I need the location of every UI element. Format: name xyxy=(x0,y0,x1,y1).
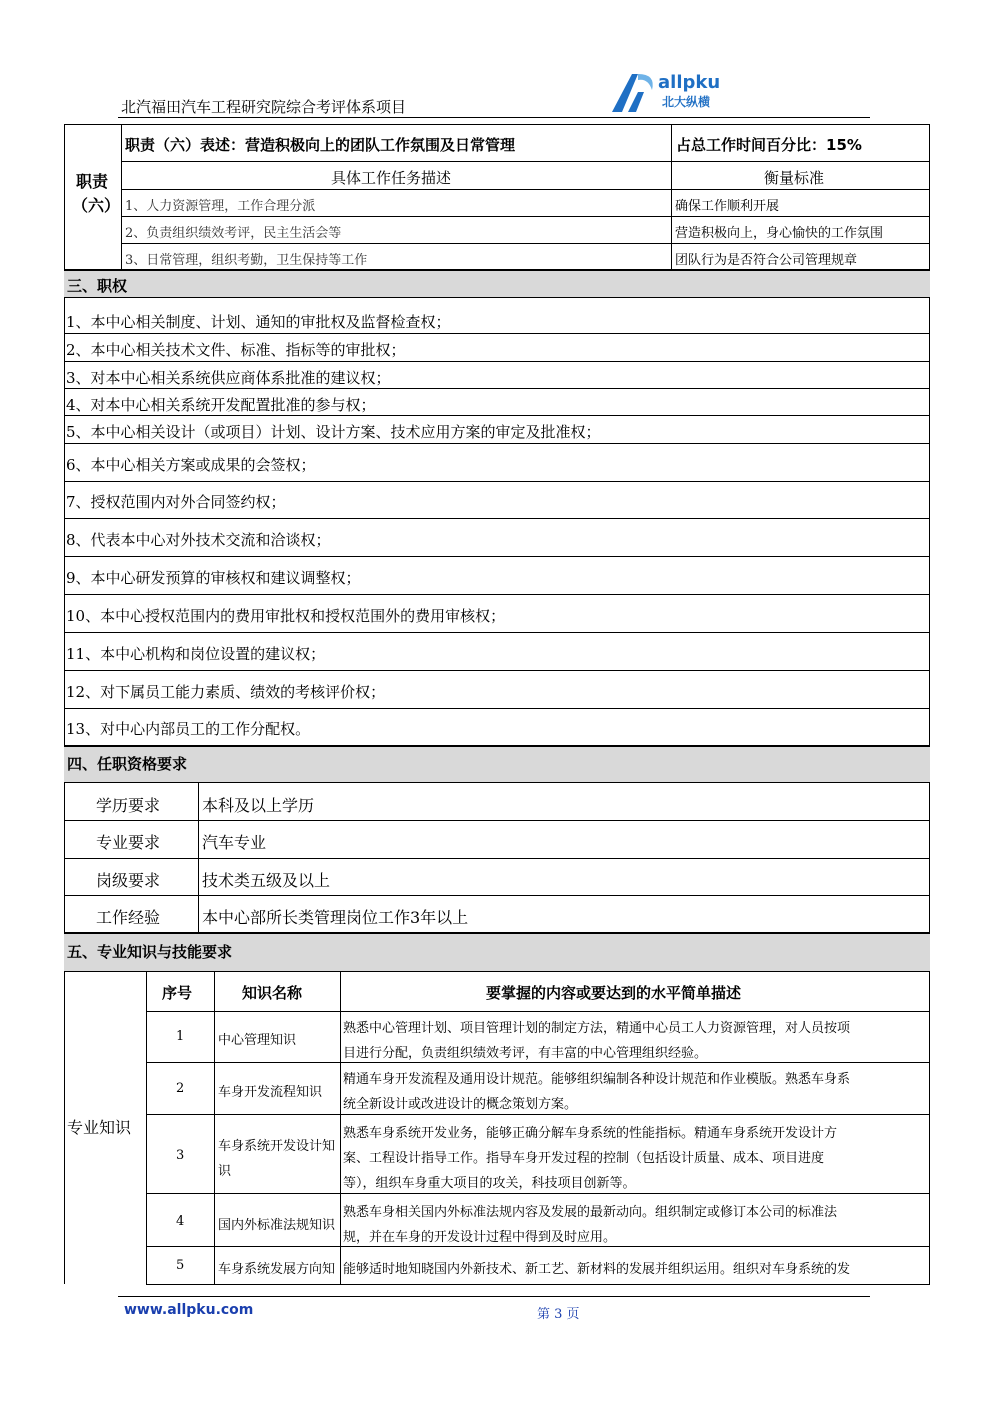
authority-item-text: 8、代表本中心对外技术交流和洽谈权； xyxy=(66,531,331,549)
qual-label-experience: 工作经验 xyxy=(96,908,161,927)
logo-text-en: allpku xyxy=(658,72,721,93)
duty6-time-pct: 占总工作时间百分比：15% xyxy=(676,136,862,154)
section-authority-label: 三、职权 xyxy=(67,277,128,295)
qual-label-grade: 岗级要求 xyxy=(96,871,161,890)
duty6-measure-3: 团队行为是否符合公司管理规章 xyxy=(675,253,858,268)
qual-value-major: 汽车专业 xyxy=(202,833,267,852)
qual-value-grade: 技术类五级及以上 xyxy=(202,871,331,890)
knowledge-row-no: 5 xyxy=(176,1258,185,1273)
authority-item-text: 13、对中心内部员工的工作分配权。 xyxy=(66,720,311,738)
knowledge-row-desc: 熟悉车身系统开发业务，能够正确分解车身系统的性能指标。精通车身系统开发设计方 xyxy=(343,1126,838,1141)
knowledge-row-no: 2 xyxy=(176,1081,185,1096)
knowledge-row-no: 3 xyxy=(176,1148,185,1163)
authority-item xyxy=(64,444,930,482)
duty6-task-1: 1、人力资源管理，工作合理分派 xyxy=(125,199,316,214)
authority-item xyxy=(64,482,930,519)
knowledge-row-desc: 能够适时地知晓国内外新技术、新工艺、新材料的发展并组织运用。组织对车身系统的发 xyxy=(343,1262,851,1277)
knowledge-table xyxy=(64,972,930,1285)
header-divider xyxy=(118,117,870,118)
knowledge-row-name: 识 xyxy=(218,1164,232,1179)
duty6-statement: 职责（六）表述：营造积极向上的团队工作氛围及日常管理 xyxy=(125,136,516,154)
qual-value-education: 本科及以上学历 xyxy=(202,796,315,815)
authority-item-text: 5、本中心相关设计（或项目）计划、设计方案、技术应用方案的审定及批准权； xyxy=(66,423,601,441)
allpku-logo xyxy=(608,70,728,114)
section-authority-title xyxy=(64,270,930,298)
duty6-block xyxy=(64,124,930,270)
qual-label-education: 学历要求 xyxy=(96,796,161,815)
authority-item xyxy=(64,519,930,557)
authority-item xyxy=(64,389,930,416)
duty6-side-label-2: （六） xyxy=(72,196,121,215)
qualification-table xyxy=(64,783,930,933)
duty6-measure-2: 营造积极向上，身心愉快的工作氛围 xyxy=(675,226,884,241)
authority-item-text: 6、本中心相关方案或成果的会签权； xyxy=(66,456,316,474)
authority-item xyxy=(64,709,930,746)
knowledge-row-no: 1 xyxy=(176,1029,185,1044)
footer-website-link[interactable]: www.allpku.com xyxy=(124,1302,254,1318)
qual-value-experience: 本中心部所长类管理岗位工作3年以上 xyxy=(202,908,469,927)
document-header-title: 北汽福田汽车工程研究院综合考评体系项目 xyxy=(121,98,407,116)
knowledge-col-name: 知识名称 xyxy=(242,984,303,1002)
authority-item-text: 10、本中心授权范围内的费用审批权和授权范围外的费用审核权； xyxy=(66,607,506,625)
authority-item-text: 9、本中心研发预算的审核权和建议调整权； xyxy=(66,569,361,587)
duty6-task-3: 3、日常管理，组织考勤，卫生保持等工作 xyxy=(125,253,368,268)
footer-page-number: 第 3 页 xyxy=(537,1307,580,1322)
knowledge-row-name: 车身系统开发设计知 xyxy=(218,1139,336,1154)
knowledge-row-desc: 统全新设计或改进设计的概念策划方案。 xyxy=(343,1097,578,1112)
authority-item-text: 11、本中心机构和岗位设置的建议权； xyxy=(66,645,326,663)
knowledge-row-desc: 熟悉车身相关国内外标准法规内容及发展的最新动向。组织制定或修订本公司的标准法 xyxy=(343,1205,838,1220)
knowledge-row-no: 4 xyxy=(176,1214,185,1229)
section-knowledge-title xyxy=(64,933,930,972)
section-knowledge-label: 五、专业知识与技能要求 xyxy=(67,943,233,961)
authority-item-text: 4、对本中心相关系统开发配置批准的参与权； xyxy=(66,396,376,414)
authority-item-text: 7、授权范围内对外合同签约权； xyxy=(66,493,286,511)
authority-item-text: 3、对本中心相关系统供应商体系批准的建议权； xyxy=(66,369,391,387)
logo-text-cn: 北大纵横 xyxy=(662,95,711,109)
authority-item xyxy=(64,671,930,709)
authority-item xyxy=(64,595,930,633)
duty6-col-task: 具体工作任务描述 xyxy=(331,169,452,187)
knowledge-col-no: 序号 xyxy=(162,984,193,1002)
authority-item xyxy=(64,633,930,671)
knowledge-row-name: 车身系统发展方向知 xyxy=(218,1262,336,1277)
authority-item xyxy=(64,334,930,362)
knowledge-row-desc: 规，并在车身的开发设计过程中得到及时应用。 xyxy=(343,1230,617,1245)
knowledge-row-desc: 精通车身开发流程及通用设计规范。能够组织编制各种设计规范和作业模版。熟悉车身系 xyxy=(343,1072,851,1087)
qual-label-major: 专业要求 xyxy=(96,833,161,852)
footer-divider xyxy=(118,1296,870,1297)
duty6-col-measure: 衡量标准 xyxy=(764,169,825,187)
logo-mark-icon xyxy=(608,70,658,114)
authority-item xyxy=(64,557,930,595)
authority-item-text: 1、本中心相关制度、计划、通知的审批权及监督检查权； xyxy=(66,313,451,331)
knowledge-row-desc: 等），组织车身重大项目的攻关，科技项目创新等。 xyxy=(343,1176,636,1191)
knowledge-side-label: 专业知识 xyxy=(67,1118,132,1137)
authority-item-text: 12、对下属员工能力素质、绩效的考核评价权； xyxy=(66,683,386,701)
knowledge-row-name: 车身开发流程知识 xyxy=(218,1085,323,1100)
authority-item-text: 2、本中心相关技术文件、标准、指标等的审批权； xyxy=(66,341,406,359)
knowledge-col-desc: 要掌握的内容或要达到的水平简单描述 xyxy=(486,984,742,1002)
duty6-side-label-1: 职责 xyxy=(76,172,109,191)
section-qualification-label: 四、任职资格要求 xyxy=(67,755,188,773)
authority-item xyxy=(64,306,930,334)
knowledge-row-desc: 熟悉中心管理计划、项目管理计划的制定方法，精通中心员工人力资源管理，对人员按项 xyxy=(343,1021,851,1036)
knowledge-row-desc: 案、工程设计指导工作。指导车身开发过程的控制（包括设计质量、成本、项目进度 xyxy=(343,1151,825,1166)
knowledge-row-name: 中心管理知识 xyxy=(218,1033,297,1048)
knowledge-row-desc: 目进行分配，负责组织绩效考评，有丰富的中心管理组织经验。 xyxy=(343,1046,708,1061)
section-qualification-title xyxy=(64,746,930,783)
authority-item xyxy=(64,416,930,444)
duty6-measure-1: 确保工作顺利开展 xyxy=(675,199,780,214)
duty6-task-2: 2、负责组织绩效考评，民主生活会等 xyxy=(125,226,342,241)
authority-item xyxy=(64,362,930,389)
knowledge-row-name: 国内外标准法规知识 xyxy=(218,1218,336,1233)
